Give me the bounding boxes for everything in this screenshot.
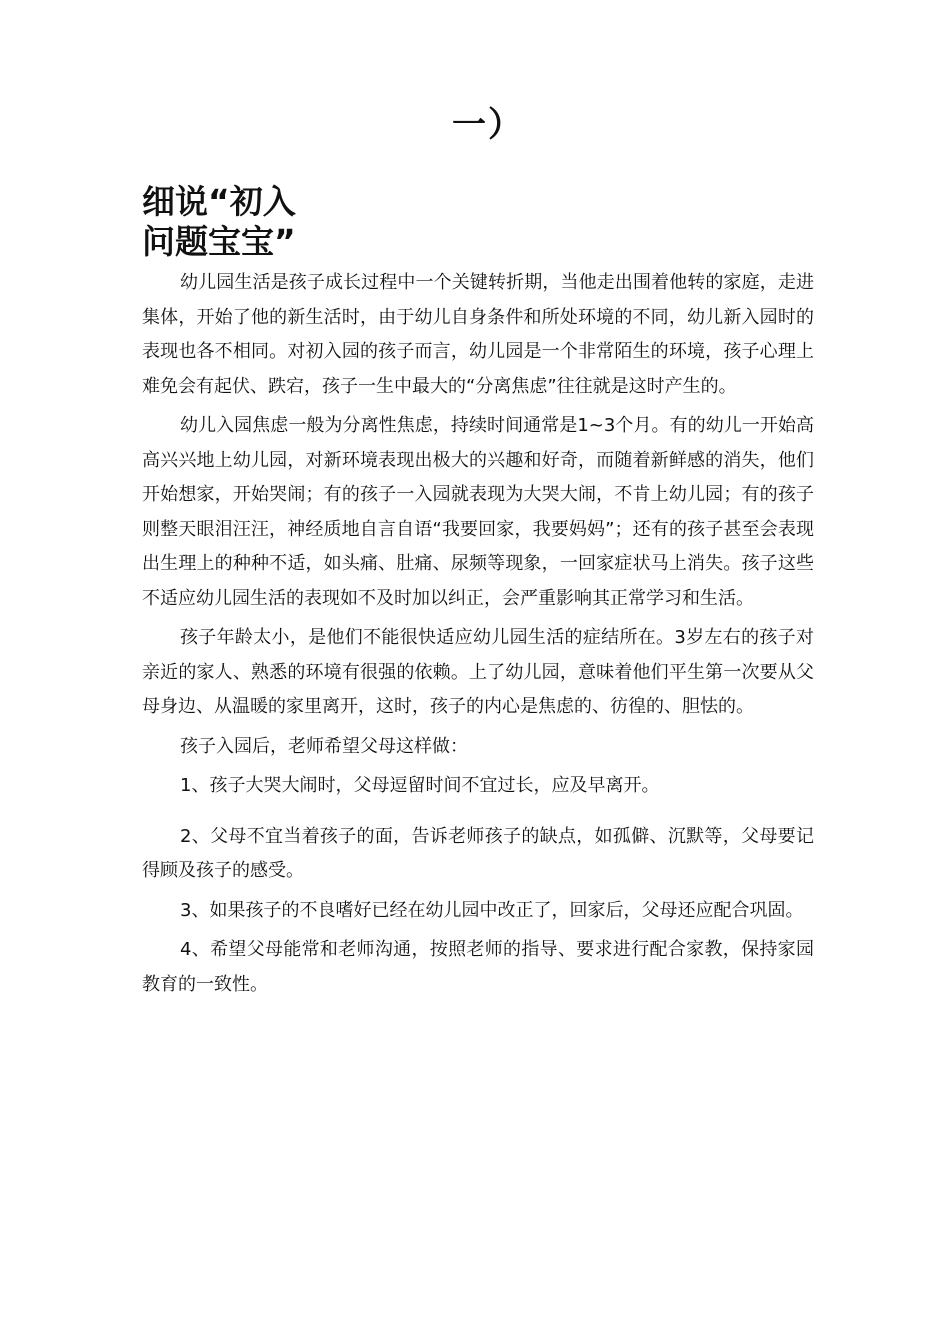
paragraph-anxiety: 幼儿入园焦虑一般为分离性焦虑，持续时间通常是1~3个月。有的幼儿一开始高高兴兴地上幼儿园，对新环境表现出极大的兴趣和好奇，而随着新鲜感的消失，他们开始想家，开始哭闹；有的孩子一入园就表现为大哭大闹，不肯上幼儿园；有的孩子则整天眼泪汪汪，神经质地自言自语“我要回家，我要妈妈”；还有的孩子甚至会表现出生理上的种种不适，如头痛、肚痛、尿频等现象，一回家症状马上消失。孩子这些不适应幼儿园生活的表现如不及时加以纠正，会严重影响其正常学习和生活。 — [142, 415, 814, 609]
paragraph-cause: 孩子年龄太小，是他们不能很快适应幼儿园生活的症结所在。3岁左右的孩子对亲近的家人、熟悉的环境有很强的依赖。上了幼儿园，意味着他们平生第一次要从父母身边、从温暖的家里离开，这时，孩子的内心是焦虑的、彷徨的、胆怯的。 — [142, 627, 814, 717]
article-title — [142, 182, 296, 262]
advice-item-4: 4、希望父母能常和老师沟通，按照老师的指导、要求进行配合家教，保持家园教育的一致性。 — [142, 939, 814, 995]
advice-item-1: 1、孩子大哭大闹时，父母逗留时间不宜过长，应及早离开。 — [180, 775, 660, 796]
article-body — [142, 266, 814, 1007]
title-line-1: 细说“初入 — [142, 182, 296, 221]
advice-item-3: 3、如果孩子的不良嗜好已经在幼儿园中改正了，回家后，父母还应配合巩固。 — [180, 899, 804, 921]
section-marker: 一） — [452, 105, 524, 145]
paragraph-intro: 幼儿园生活是孩子成长过程中一个关键转折期，当他走出围着他转的家庭，走进集体，开始了他的新生活时，由于幼儿自身条件和所处环境的不同，幼儿新入园时的表现也各不相同。对初入园的孩子而言，幼儿园是一个非常陌生的环境，孩子心理上难免会有起伏、跌宕，孩子一生中最大的“分离焦虑”往往就是这时产生的。 — [142, 272, 814, 397]
title-line-2: 问题宝宝” — [142, 222, 296, 261]
advice-item-2: 2、父母不宜当着孩子的面，告诉老师孩子的缺点，如孤僻、沉默等，父母要记得顾及孩子的感受。 — [142, 825, 814, 881]
paragraph-advice-lead: 孩子入园后，老师希望父母这样做： — [180, 735, 468, 757]
